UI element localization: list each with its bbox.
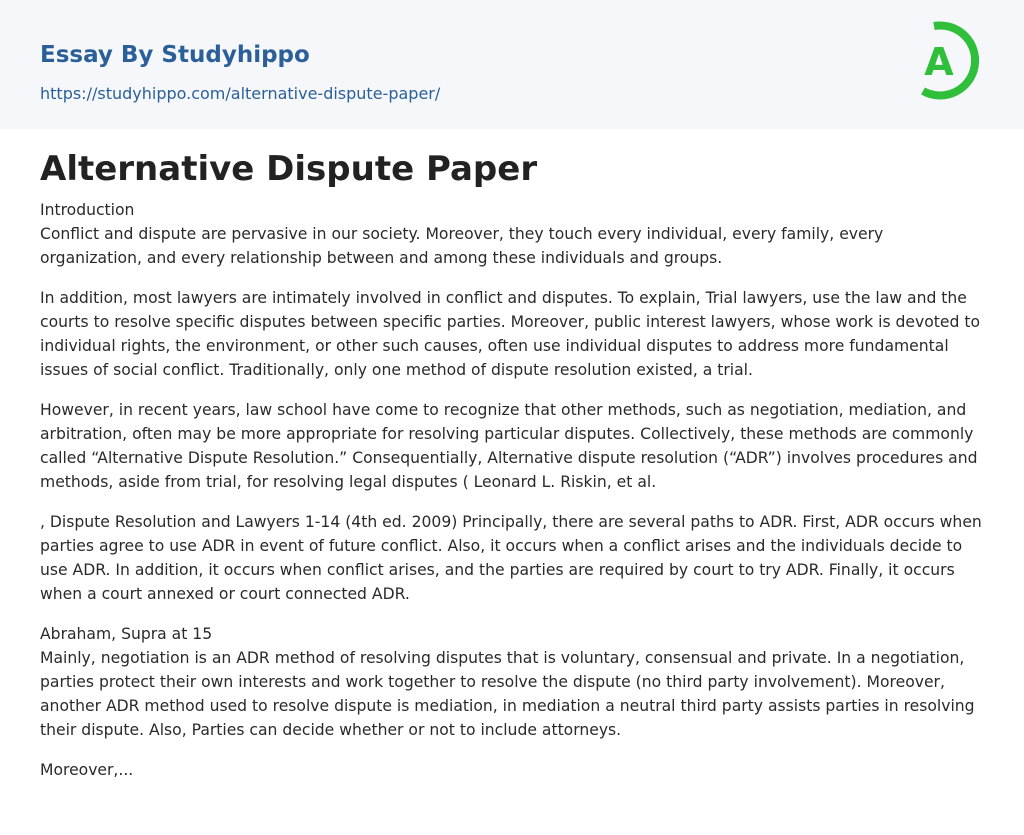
paragraph-lawyers: In addition, most lawyers are intimately involved in conflict and disputes. To explain, Trial lawyers, use the law and the courts to resolve specific disputes between specific parties. Moreover, public interest lawyers, whose work is devoted to individual rights, the environment, or other such causes, often use individual disputes to address more fundamental issues of social conflict. Traditionally, only one method of dispute resolution existed, a trial. — [40, 289, 981, 379]
paragraph-adr-paths: , Dispute Resolution and Lawyers 1-14 (4th ed. 2009) Principally, there are several paths to ADR. First, ADR occurs when parties agree to use ADR in event of future conflict. Also, it occurs when a conflict arises and the individuals decide to use ADR. In addition, it occurs when conflict arises, and the parties are required by court to try ADR. Finally, it occurs when a court annexed or court connected ADR. — [40, 513, 982, 603]
paragraph-truncated: Moreover,... — [40, 761, 134, 779]
essay-content — [40, 148, 985, 798]
paragraph-text: Mainly, negotiation is an ADR method of resolving disputes that is voluntary, consensual and private. In a negotiation, parties protect their own interests and work together to resolve the dispute (no third party involvement). Moreover, another ADR method used to resolve dispute is mediation, in mediation a neutral third party assists parties in resolving their dispute. Also, Parties can decide whether or not to include attorneys. — [40, 649, 975, 739]
paragraph-negotiation-mediation — [40, 622, 985, 742]
paragraph-introduction — [40, 198, 985, 270]
studyhippo-logo-icon[interactable] — [912, 19, 986, 105]
site-header — [0, 0, 1024, 129]
paragraph-heading: Introduction — [40, 201, 135, 219]
site-brand[interactable]: Essay By Studyhippo — [40, 42, 310, 68]
paragraph-text: Conflict and dispute are pervasive in our society. Moreover, they touch every individual, every family, every organization, and every relationship between and among these individuals and groups. — [40, 225, 884, 267]
logo-letter: A — [924, 40, 954, 84]
paragraph-heading: Abraham, Supra at 15 — [40, 625, 213, 643]
essay-url-link[interactable]: https://studyhippo.com/alternative-dispute-paper/ — [40, 84, 441, 103]
paragraph-adr-definition: However, in recent years, law school have come to recognize that other methods, such as negotiation, mediation, and arbitration, often may be more appropriate for resolving particular disputes. Collectively, these methods are commonly called “Alternative Dispute Resolution.” Consequentially, Alternative dispute resolution (“ADR”) involves procedures and methods, aside from trial, for resolving legal disputes ( Leonard L. Riskin, et al. — [40, 401, 978, 491]
essay-title: Alternative Dispute Paper — [40, 149, 538, 189]
